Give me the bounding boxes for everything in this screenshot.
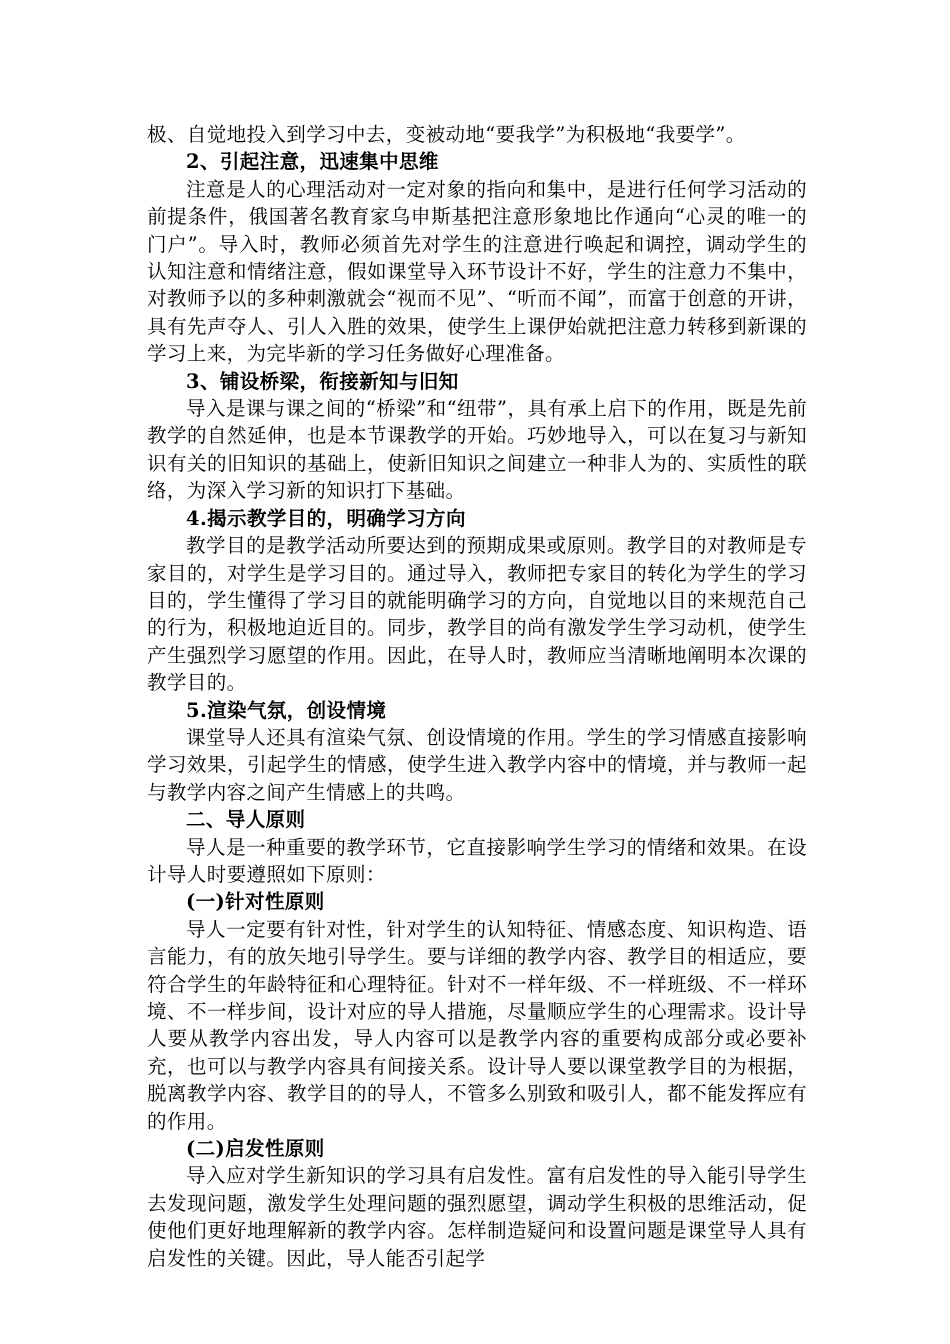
paragraph-bridge: 导入是课与课之间的“桥梁”和“纽带”，具有承上启下的作用，既是先前教学的自然延伸，也是本节课教学的开始。巧妙地导入，可以在复习与新知识有关的旧知识的基础上，使新旧知识之间建立一种非人为的、实质性的联络，为深入学习新的知识打下基础。 [147,397,807,503]
paragraph-attention: 注意是人的心理活动对一定对象的指向和集中，是进行任何学习活动的前提条件，俄国著名教育家乌申斯基把注意形象地比作通向“心灵的唯一的门户”。导入时，教师必须首先对学生的注意进行唤起和调控，调动学生的认知注意和情绪注意，假如课堂导入环节设计不好，学生的注意力不集中，对教师予以的多种刺激就会“视而不见”、“听而不闻”，而富于创意的开讲，具有先声夺人、引人入胜的效果，使学生上课伊始就把注意力转移到新课的学习上来，为完毕新的学习任务做好心理准备。 [147,177,807,366]
section-heading-goals: 4.揭示教学目的，明确学习方向 [186,506,466,530]
paragraph-atmosphere: 课堂导人还具有渲染气氛、创设情境的作用。学生的学习情感直接影响学习效果，引起学生的情感，使学生进入教学内容中的情境，并与教师一起与教学内容之间产生情感上的共鸣。 [147,725,807,804]
document-page [147,121,807,1272]
section-heading-bridge: 3、铺设桥梁，衔接新知与旧知 [186,369,459,393]
section-heading-atmosphere: 5.渲染气氛，创设情境 [186,698,387,722]
paragraph-heuristic: 导入应对学生新知识的学习具有启发性。富有启发性的导入能引导学生去发现问题，激发学生处理问题的强烈愿望，调动学生积极的思维活动，促使他们更好地理解新的教学内容。怎样制造疑问和设置问题是课堂导人具有启发性的关键。因此，导人能否引起学 [147,1164,807,1270]
paragraph-goals: 教学目的是教学活动所要达到的预期成果或原则。教学目的对教师是专家目的，对学生是学习目的。通过导入，教师把专家目的转化为学生的学习目的，学生懂得了学习目的就能明确学习的方向，自觉地以目的来规范自己的行为，积极地迫近目的。同步，教学目的尚有激发学生学习动机，使学生产生强烈学习愿望的作用。因此，在导人时，教师应当清晰地阐明本次课的教学目的。 [147,534,807,695]
paragraph-targeted: 导人一定要有针对性，针对学生的认知特征、情感态度、知识构造、语言能力，有的放矢地引导学生。要与详细的教学内容、教学目的相适应，要符合学生的年龄特征和心理特征。针对不一样年级、不一样班级、不一样环境、不一样步间，设计对应的导人措施，尽量顺应学生的心理需求。设计导人要从教学内容出发，导人内容可以是教学内容的重要构成部分或必要补充，也可以与教学内容具有间接关系。设计导人要以课堂教学目的为根据，脱离教学内容、教学目的的导人，不管多么别致和吸引人，都不能发挥应有的作用。 [147,917,807,1133]
paragraph-principles-intro: 导人是一种重要的教学环节，它直接影响学生学习的情绪和效果。在设计导人时要遵照如下原则： [147,835,807,886]
paragraph-continued: 极、自觉地投入到学习中去，变被动地“要我学”为积极地“我要学”。 [147,123,746,146]
chapter-heading-principles: 二、导人原则 [186,808,306,832]
section-heading-targeted: (一)针对性原则 [186,890,325,914]
section-heading-attention: 2、引起注意，迅速集中思维 [186,150,439,174]
section-heading-heuristic: (二)启发性原则 [186,1137,325,1161]
